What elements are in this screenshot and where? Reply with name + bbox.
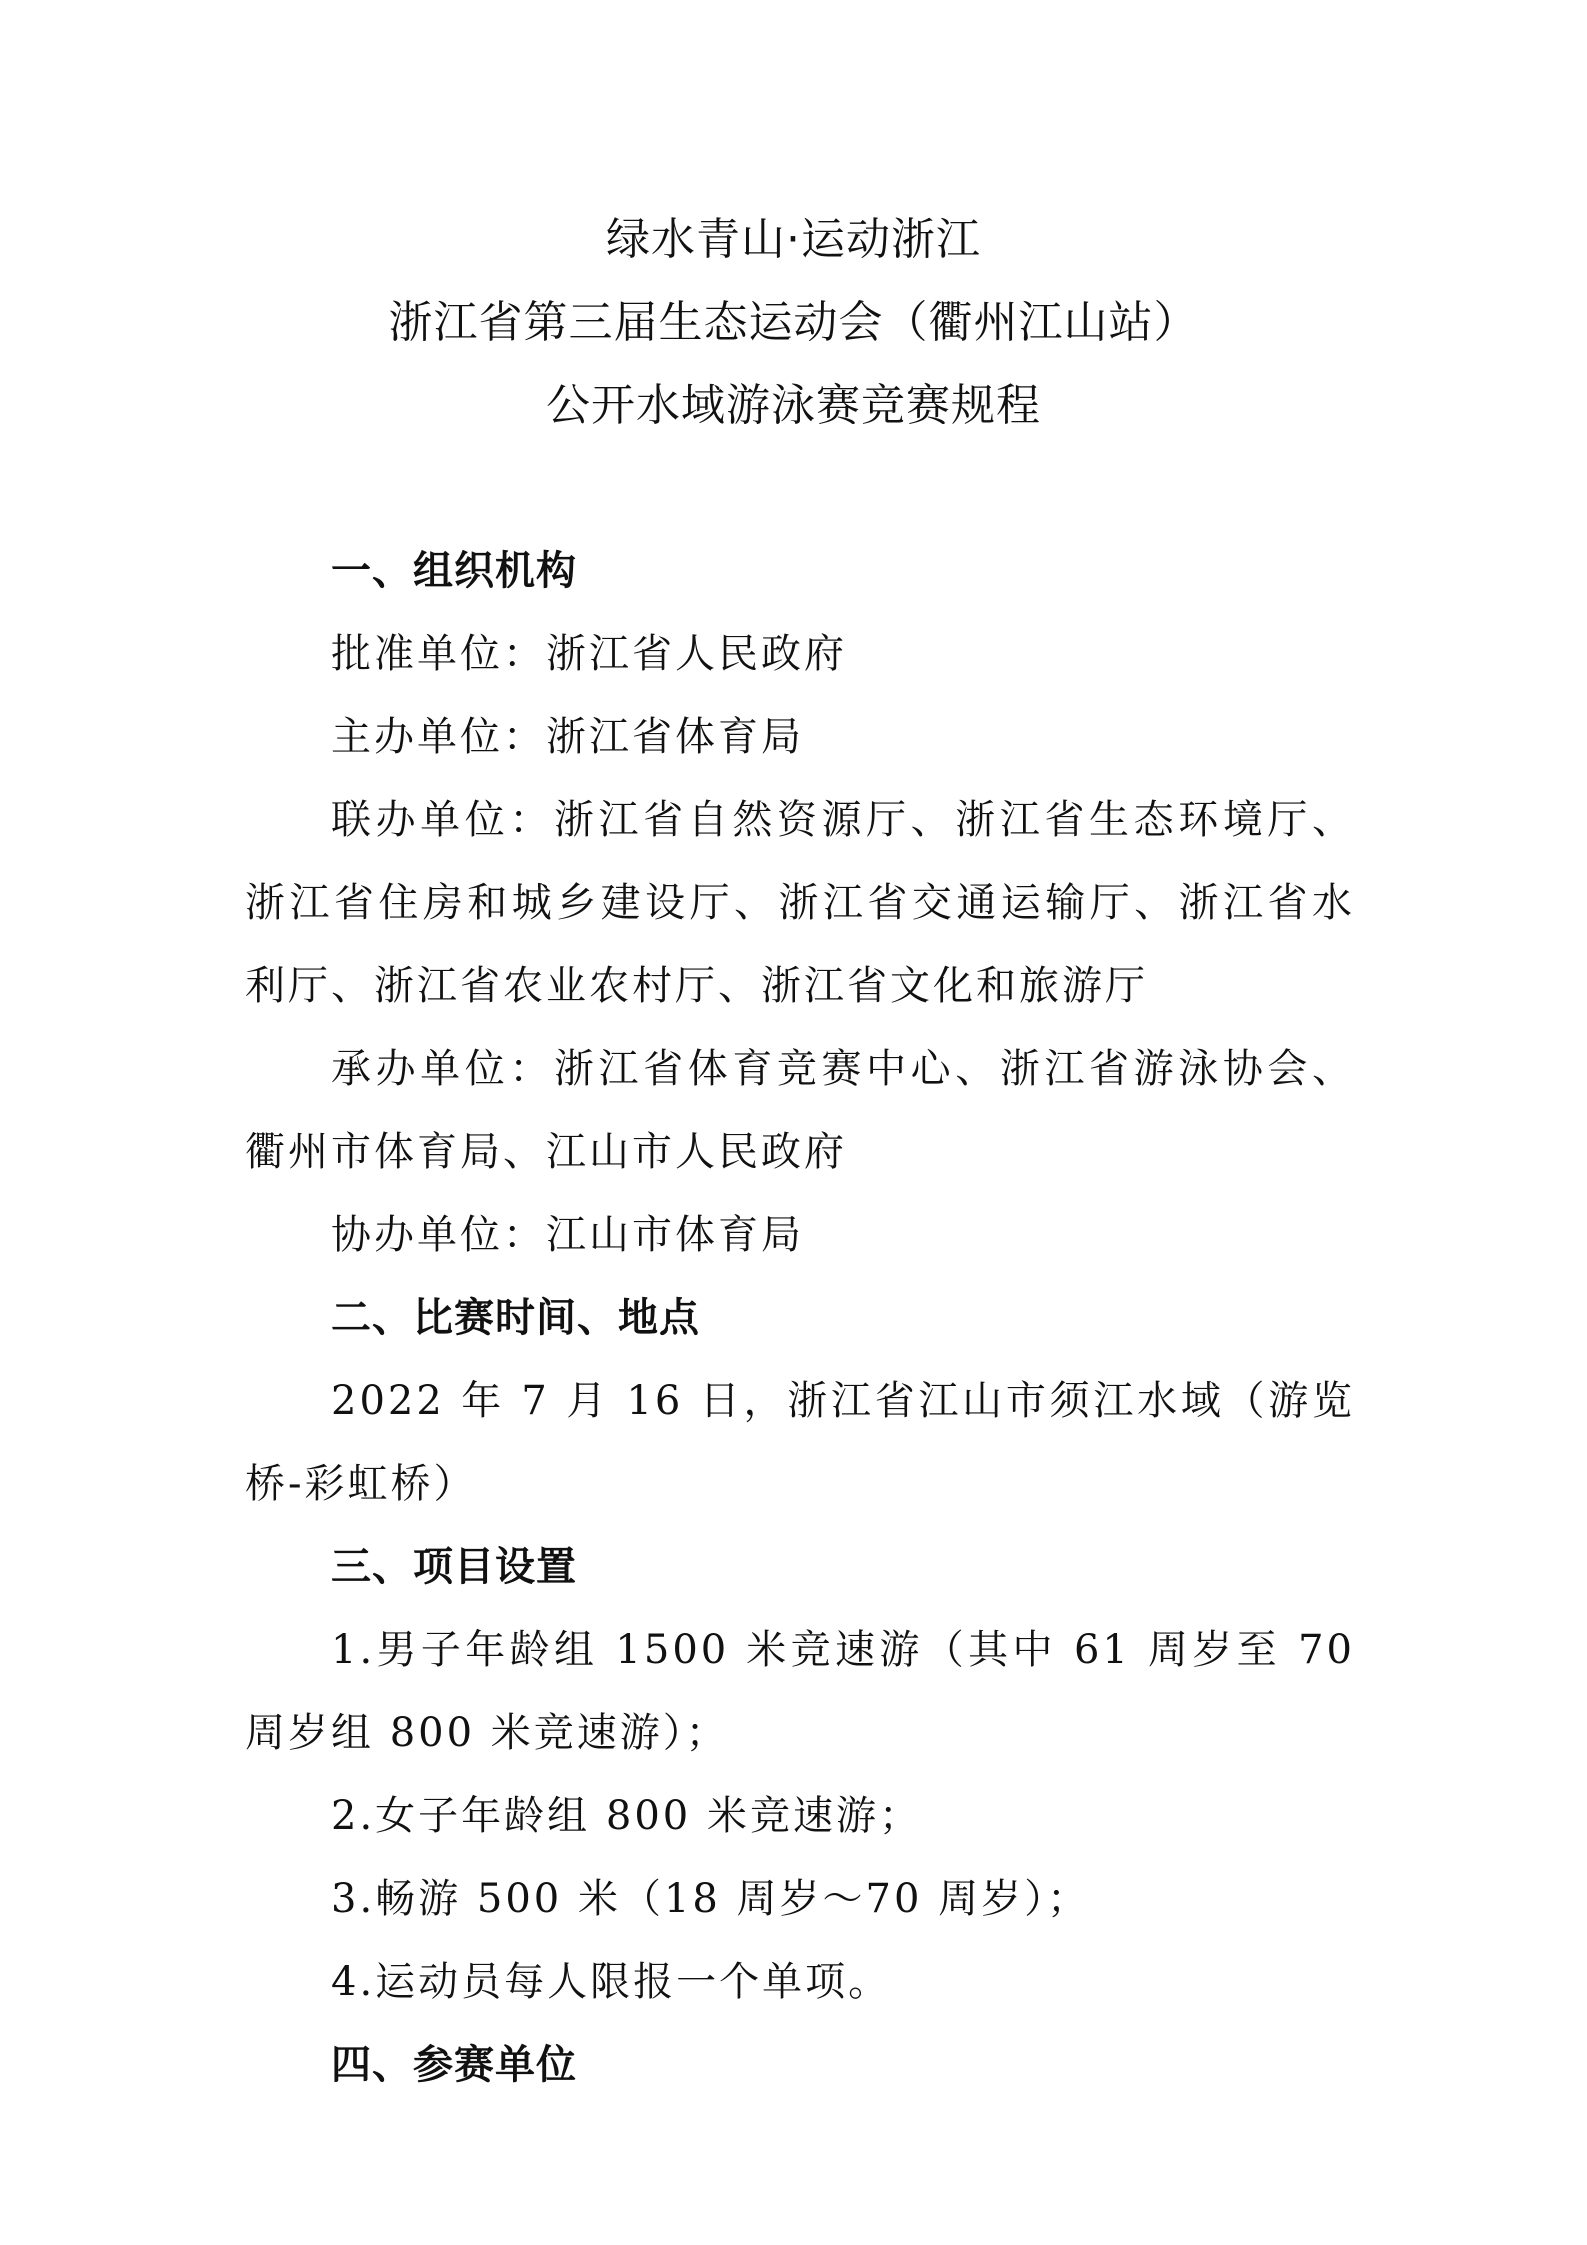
section-heading-events: 三、项目设置: [331, 1544, 577, 1590]
co-host-unit-paragraph: 联办单位：浙江省自然资源厅、浙江省生态环境厅、浙江省住房和城乡建设厅、浙江省交通运输厅、浙江省水利厅、浙江省农业农村厅、浙江省文化和旅游厅: [245, 797, 1355, 1009]
section-heading-time-place: 二、比赛时间、地点: [331, 1295, 700, 1341]
event-item: 1.男子年龄组 1500 米竞速游（其中 61 周岁至 70 周岁组 800 米竞速游）；: [245, 1627, 1355, 1756]
event-item: 4.运动员每人限报一个单项。: [331, 1959, 892, 2005]
document-title: [0, 198, 1587, 447]
event-item: 3.畅游 500 米（18 周岁～70 周岁）；: [331, 1876, 1091, 1922]
approval-unit-paragraph: 批准单位：浙江省人民政府: [331, 631, 847, 677]
title-line-2: 浙江省第三届生态运动会（衢州江山站）: [388, 297, 1199, 348]
host-unit-paragraph: 主办单位：浙江省体育局: [331, 714, 804, 760]
organizer-unit-paragraph: 承办单位：浙江省体育竞赛中心、浙江省游泳协会、衢州市体育局、江山市人民政府: [245, 1046, 1355, 1175]
time-place-paragraph: 2022 年 7 月 16 日，浙江省江山市须江水域（游览桥-彩虹桥）: [245, 1378, 1355, 1507]
section-heading-organization: 一、组织机构: [331, 548, 577, 594]
document-body: [245, 530, 1355, 2107]
event-item: 2.女子年龄组 800 米竞速游；: [331, 1793, 922, 1839]
section-heading-participants: 四、参赛单位: [331, 2042, 577, 2088]
title-line-3: 公开水域游泳赛竞赛规程: [546, 380, 1041, 431]
title-line-1: 绿水青山·运动浙江: [606, 214, 981, 265]
assist-unit-paragraph: 协办单位：江山市体育局: [331, 1212, 804, 1258]
